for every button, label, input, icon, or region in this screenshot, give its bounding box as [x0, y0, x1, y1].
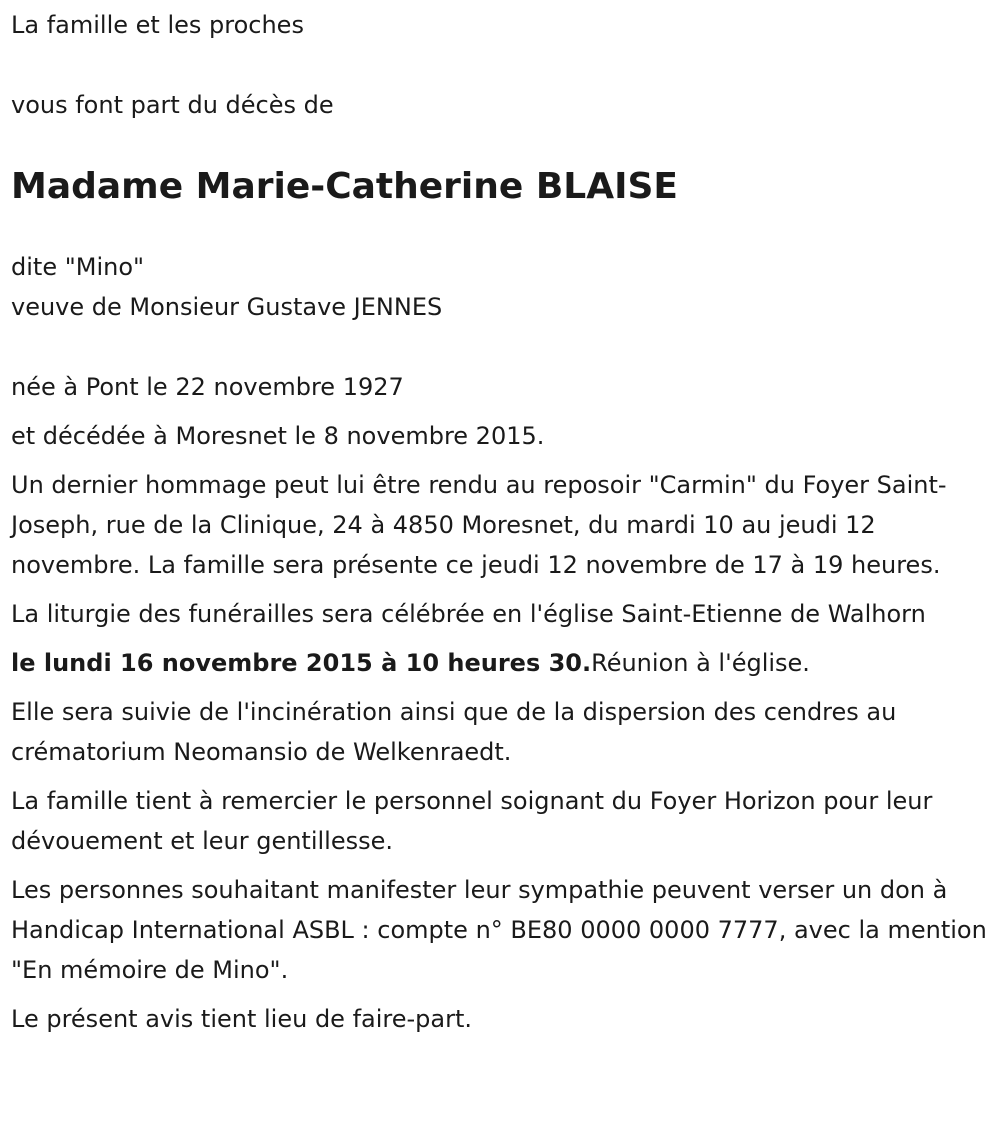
nickname-line: dite "Mino" [11, 253, 145, 281]
cremation-paragraph: Elle sera suivie de l'incinération ainsi que de la dispersion des cendres au crématorium Neomansio de Welkenraedt. [11, 698, 897, 766]
thanks-paragraph: La famille tient à remercier le personnel soignant du Foyer Horizon pour leur dévouement et leur gentillesse. [11, 787, 933, 855]
closing-line: Le présent avis tient lieu de faire-part. [11, 1005, 473, 1033]
viewing-paragraph: Un dernier hommage peut lui être rendu au reposoir "Carmin" du Foyer Saint-Joseph, rue de la Clinique, 24 à 4850 Moresnet, du mardi 10 au jeudi 12 novembre. La famille sera présente ce jeudi 12 novembre de 17 à 19 heures. [11, 471, 947, 579]
service-paragraph [11, 643, 991, 683]
service-date: le lundi 16 novembre 2015 à 10 heures 30. [11, 649, 592, 677]
intro-line: La famille et les proches [11, 11, 304, 39]
meeting-note: Réunion à l'église. [591, 649, 810, 677]
obituary-notice [11, 5, 991, 1039]
death-line: et décédée à Moresnet le 8 novembre 2015. [11, 422, 545, 450]
donation-paragraph: Les personnes souhaitant manifester leur sympathie peuvent verser un don à Handicap International ASBL : compte n° BE80 0000 0000 7777, avec la mention "En mémoire de Mino". [11, 876, 987, 984]
spouse-line: veuve de Monsieur Gustave JENNES [11, 293, 443, 321]
deceased-name: Madame Marie-Catherine BLAISE [11, 166, 679, 207]
liturgy-paragraph: La liturgie des funérailles sera célébrée en l'église Saint-Etienne de Walhorn [11, 600, 926, 628]
announce-line: vous font part du décès de [11, 91, 334, 119]
birth-line: née à Pont le 22 novembre 1927 [11, 373, 404, 401]
